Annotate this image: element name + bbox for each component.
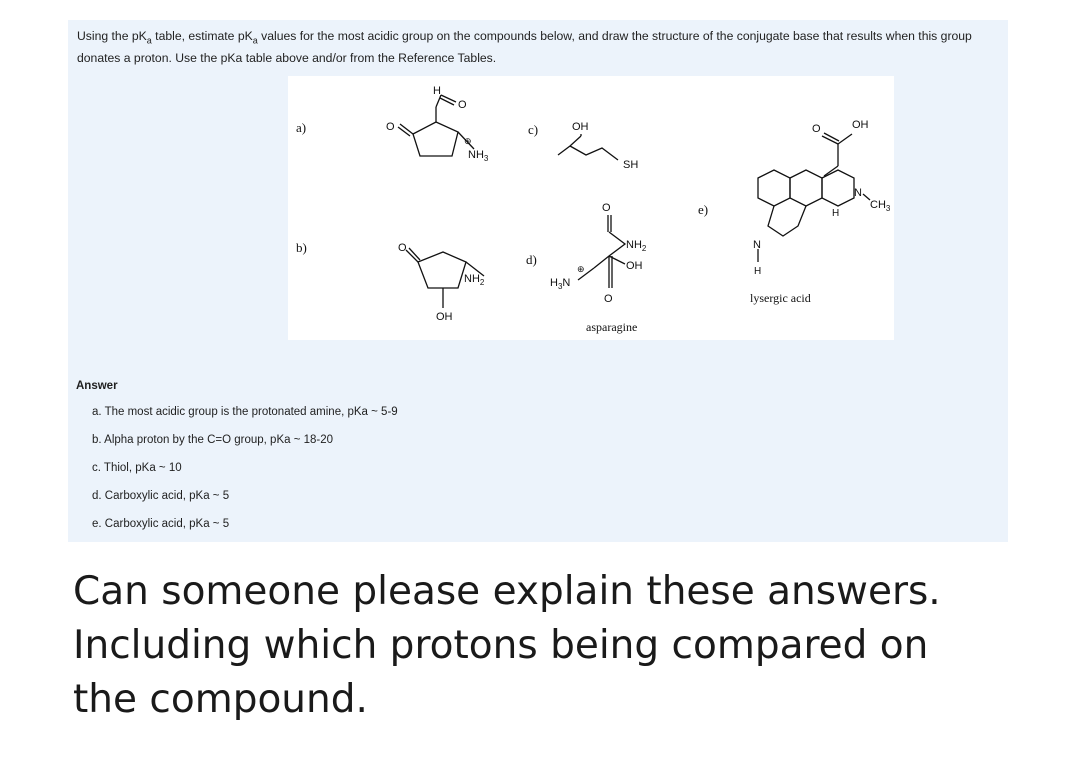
atom-e-stereo-h: H: [832, 208, 840, 219]
atom-d-plus: ⊕: [577, 264, 585, 274]
answer-list: [92, 404, 398, 544]
answer-item-b: b. Alpha proton by the C=O group, pKa ~ 18-20: [92, 434, 334, 446]
answer-item-e: e. Carboxylic acid, pKa ~ 5: [92, 518, 230, 530]
user-comment: Can someone please explain these answers. Including which protons being compared on the compound.: [73, 569, 941, 722]
label-c: c): [528, 122, 539, 137]
atom-e-indole-h: H: [754, 266, 762, 277]
atom-a-ketone-o: O: [386, 121, 395, 133]
answer-heading: Answer: [76, 380, 118, 392]
label-a: a): [296, 120, 307, 135]
atom-c-sh: SH: [623, 159, 639, 171]
atom-e-indole-n: N: [753, 239, 761, 251]
compound-e: [750, 119, 891, 305]
atom-e-ch3: $CH_3$: [870, 199, 891, 213]
atom-d-bottom-o: O: [604, 293, 613, 305]
atom-e-acid-o: O: [812, 123, 821, 135]
atom-e-amine-n: N: [854, 187, 862, 199]
answer-item-d: d. Carboxylic acid, pKa ~ 5: [92, 490, 230, 502]
atom-b-oh: OH: [436, 311, 453, 323]
compound-b: [398, 242, 485, 323]
atom-b-o: O: [398, 242, 407, 254]
atom-a-aldehyde-h: H: [433, 85, 441, 97]
structures-figure: [288, 76, 894, 340]
atom-d-oh: OH: [626, 260, 643, 272]
answer-item-c: c. Thiol, pKa ~ 10: [92, 462, 182, 474]
atom-a-nh3: $NH_3$: [468, 149, 489, 163]
question-panel: [68, 20, 1008, 542]
atom-e-acid-oh: OH: [852, 119, 869, 131]
atom-a-plus: ⊕: [464, 136, 472, 146]
label-d: d): [526, 252, 537, 267]
label-b: b): [296, 240, 307, 255]
structures-svg: [288, 76, 894, 340]
atom-b-nh2: $NH_2$: [464, 273, 485, 287]
compound-a: [386, 85, 489, 163]
name-lysergic-acid: lysergic acid: [750, 291, 811, 305]
answer-item-a: a. The most acidic group is the protonated amine, pKa ~ 5-9: [92, 406, 398, 418]
compound-c: [558, 121, 638, 171]
question-text: Using the $pK_a$ table, estimate $pK_a$ values for the most acidic group on the compounds below, and draw the structure of the conjugate base that results when this group donates a proton. Use the pKa table above and/or from the Reference Tables.: [77, 29, 972, 66]
atom-d-top-o: O: [602, 202, 611, 214]
compound-d: [550, 202, 647, 334]
label-e: e): [698, 202, 709, 217]
atom-d-h3n: $H_3N$: [550, 277, 571, 291]
atom-d-nh2: $NH_2$: [626, 239, 647, 253]
atom-a-aldehyde-o: O: [458, 99, 467, 111]
name-asparagine: asparagine: [586, 320, 638, 334]
atom-c-oh: OH: [572, 121, 589, 133]
